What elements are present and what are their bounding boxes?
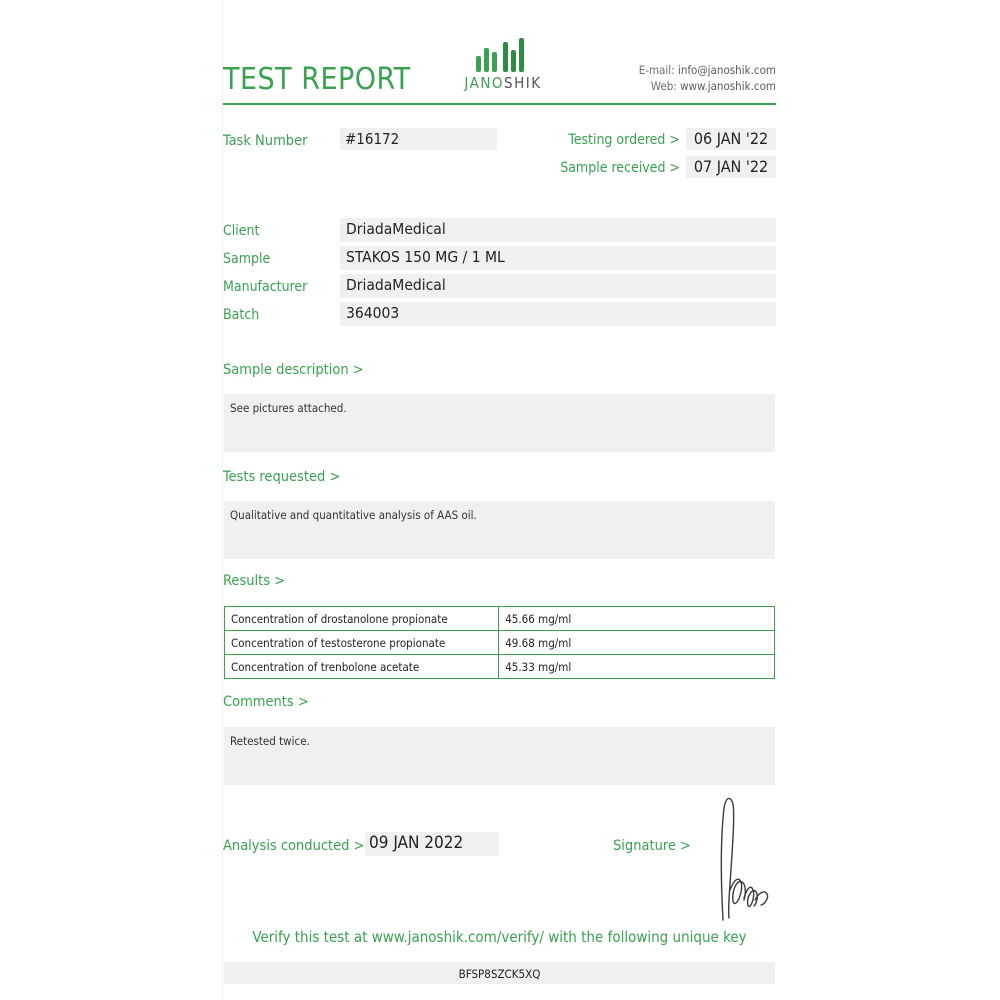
comments-title: Comments > bbox=[223, 694, 309, 710]
tests-requested-body: Qualitative and quantitative analysis of AAS oil. bbox=[224, 501, 775, 559]
info-label-batch: Batch bbox=[223, 307, 260, 323]
logo-mark-icon bbox=[448, 38, 558, 72]
contact-email-label: E-mail: bbox=[638, 63, 675, 77]
info-value-client: DriadaMedical bbox=[340, 218, 776, 242]
contact-email-line bbox=[639, 62, 776, 78]
sample-received-value: 07 JAN '22 bbox=[686, 156, 776, 178]
date-block bbox=[518, 128, 776, 184]
info-value-manufacturer: DriadaMedical bbox=[340, 274, 776, 298]
info-value-sample: STAKOS 150 MG / 1 ML bbox=[340, 246, 776, 270]
result-name: Concentration of testosterone propionate bbox=[225, 631, 499, 655]
logo-wordmark-prefix: JANO bbox=[464, 74, 505, 92]
header-divider bbox=[223, 103, 776, 105]
result-value: 45.66 mg/ml bbox=[499, 607, 775, 631]
info-table bbox=[223, 218, 776, 330]
signature-image bbox=[703, 794, 783, 924]
report-header bbox=[223, 46, 776, 108]
result-name: Concentration of drostanolone propionate bbox=[225, 607, 499, 631]
task-number-value: #16172 bbox=[340, 128, 497, 150]
info-label-sample: Sample bbox=[223, 251, 271, 267]
task-number-label: Task Number bbox=[223, 133, 308, 149]
analysis-row bbox=[223, 832, 776, 862]
sample-description-body: See pictures attached. bbox=[224, 394, 775, 452]
analysis-conducted-label: Analysis conducted > bbox=[223, 838, 365, 854]
result-value: 49.68 mg/ml bbox=[499, 631, 775, 655]
report-sheet bbox=[223, 0, 776, 1000]
contact-email-value: info@janoshik.com bbox=[677, 63, 776, 77]
info-row-batch bbox=[223, 302, 776, 330]
info-row-manufacturer bbox=[223, 274, 776, 302]
contact-web-line bbox=[639, 78, 776, 94]
unique-key-value: BFSP8SZCK5XQ bbox=[224, 962, 775, 984]
sample-received-label: Sample received > bbox=[560, 160, 680, 176]
tests-requested-title: Tests requested > bbox=[223, 469, 341, 485]
analysis-conducted-value: 09 JAN 2022 bbox=[365, 832, 499, 856]
logo-wordmark bbox=[448, 74, 558, 92]
results-title: Results > bbox=[223, 573, 286, 589]
table-row bbox=[225, 655, 775, 679]
results-table bbox=[224, 606, 775, 679]
sample-description-title: Sample description > bbox=[223, 362, 364, 378]
logo-wordmark-suffix: SHIK bbox=[504, 74, 542, 92]
info-label-client: Client bbox=[223, 223, 260, 239]
signature-label: Signature > bbox=[613, 838, 691, 854]
info-label-manufacturer: Manufacturer bbox=[223, 279, 308, 295]
contact-block bbox=[639, 62, 776, 94]
contact-web-label: Web: bbox=[650, 79, 677, 93]
page-left-margin bbox=[0, 0, 223, 1000]
info-row-client bbox=[223, 218, 776, 246]
info-value-batch: 364003 bbox=[340, 302, 776, 326]
result-name: Concentration of trenbolone acetate bbox=[225, 655, 499, 679]
testing-ordered-label: Testing ordered > bbox=[568, 132, 680, 148]
table-row bbox=[225, 631, 775, 655]
info-row-sample bbox=[223, 246, 776, 274]
table-row bbox=[225, 607, 775, 631]
testing-ordered-value: 06 JAN '22 bbox=[686, 128, 776, 150]
janoshik-logo bbox=[448, 38, 558, 92]
sample-received-row bbox=[518, 156, 776, 184]
verify-text: Verify this test at www.janoshik.com/verify/ with the following unique key bbox=[252, 928, 747, 946]
page-title: TEST REPORT bbox=[223, 62, 411, 97]
contact-web-value: www.janoshik.com bbox=[680, 79, 776, 93]
testing-ordered-row bbox=[518, 128, 776, 156]
comments-body: Retested twice. bbox=[224, 727, 775, 785]
result-value: 45.33 mg/ml bbox=[499, 655, 775, 679]
